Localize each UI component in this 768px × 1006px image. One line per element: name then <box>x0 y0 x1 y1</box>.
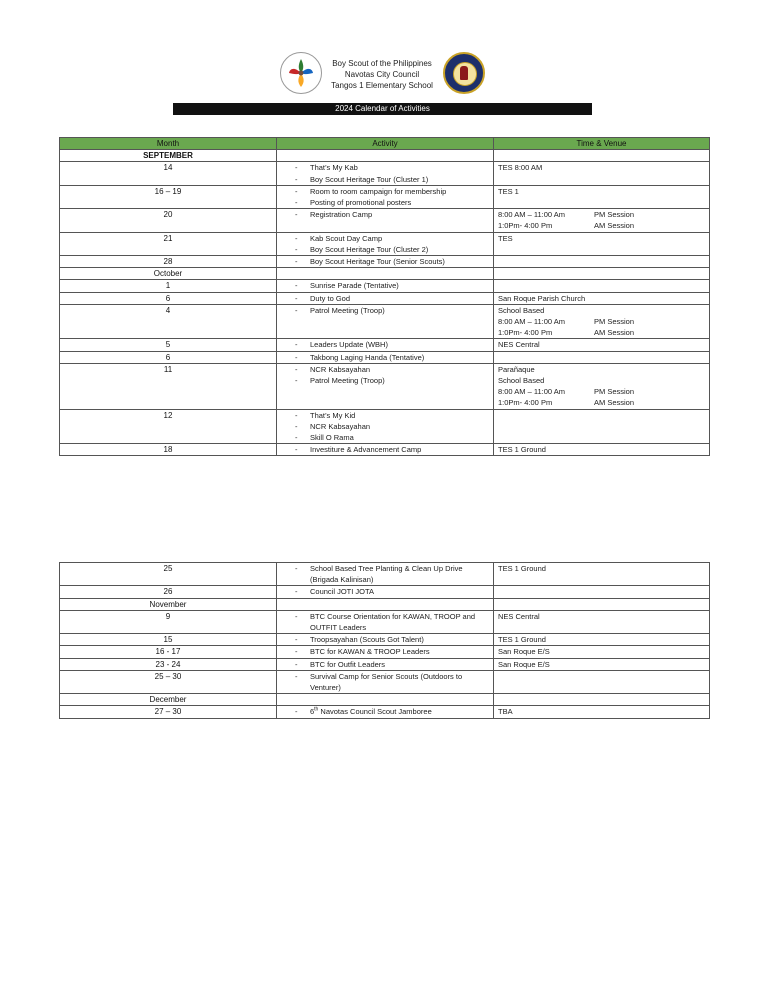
date-cell: 26 <box>60 586 277 598</box>
date-cell: 4 <box>60 304 277 339</box>
table-row <box>60 185 710 208</box>
time-venue-cell <box>494 658 710 670</box>
time-venue-cell <box>494 339 710 351</box>
activity-item: - Patrol Meeting (Troop) <box>277 305 493 316</box>
date-cell: 16 - 17 <box>60 646 277 658</box>
activity-cell <box>277 256 494 268</box>
time-venue-text: NES Central <box>498 611 540 621</box>
month-label: October <box>60 268 277 280</box>
time-venue-cell <box>494 292 710 304</box>
activity-cell <box>277 610 494 633</box>
date-cell: 15 <box>60 634 277 646</box>
column-header-activity: Activity <box>277 138 494 150</box>
activity-cell <box>277 409 494 444</box>
time-venue-text: Parañaque <box>498 364 535 374</box>
activity-item: - Takbong Laging Handa (Tentative) <box>277 352 493 363</box>
activity-item: - Posting of promotional posters <box>277 197 493 208</box>
activity-item: - Boy Scout Heritage Tour (Senior Scouts) <box>277 256 493 267</box>
activity-cell <box>277 232 494 255</box>
table-row <box>60 351 710 363</box>
time-venue-cell <box>494 363 710 409</box>
time-venue-text: School Based <box>498 376 545 386</box>
activity-cell <box>277 304 494 339</box>
time-venue-cell <box>494 351 710 363</box>
time-venue-cell <box>494 304 710 339</box>
activity-item: - Kab Scout Day Camp <box>277 233 493 244</box>
time-venue-text: San Roque Parish Church <box>498 293 586 303</box>
date-cell: 1 <box>60 280 277 292</box>
header-line-2: Navotas City Council <box>344 70 420 79</box>
activities-table-page-1 <box>59 137 710 456</box>
activity-item: - That’s My Kab <box>277 162 493 173</box>
month-section-row <box>60 694 710 706</box>
table-row <box>60 162 710 185</box>
time-text: 8:00 AM – 11:00 Am <box>498 317 565 327</box>
time-venue-text: San Roque E/S <box>498 659 550 669</box>
date-cell: 16 – 19 <box>60 185 277 208</box>
table-row <box>60 670 710 693</box>
table-row <box>60 363 710 409</box>
table-row <box>60 646 710 658</box>
activity-item: - Investiture & Advancement Camp <box>277 444 493 455</box>
date-cell: 6 <box>60 292 277 304</box>
activity-item-continued: Venturer) <box>310 683 341 693</box>
session-text: AM Session <box>594 398 635 408</box>
session-text: PM Session <box>594 210 635 220</box>
time-venue-text: San Roque E/S <box>498 647 550 657</box>
time-text: 8:00 AM – 11:00 Am <box>498 210 565 220</box>
date-cell: 9 <box>60 610 277 633</box>
activity-cell <box>277 658 494 670</box>
time-venue-cell <box>494 646 710 658</box>
activity-cell <box>277 646 494 658</box>
date-cell: 23 - 24 <box>60 658 277 670</box>
date-cell: 20 <box>60 209 277 232</box>
time-venue-cell <box>494 706 710 718</box>
month-section-row <box>60 268 710 280</box>
time-venue-cell <box>494 185 710 208</box>
ordinal-number: 6 <box>310 707 315 717</box>
time-venue-cell <box>494 162 710 185</box>
time-venue-cell <box>494 634 710 646</box>
table-row <box>60 658 710 670</box>
session-text: PM Session <box>594 387 635 397</box>
activity-cell <box>277 185 494 208</box>
time-text: 8:00 AM – 11:00 Am <box>498 387 565 397</box>
activity-item: - Leaders Update (WBH) <box>277 339 493 350</box>
session-text: AM Session <box>594 221 635 231</box>
activity-item: - Skill O Rama <box>277 432 493 443</box>
time-venue-cell <box>494 256 710 268</box>
month-label: SEPTEMBER <box>60 150 277 162</box>
table-row <box>60 706 710 718</box>
session-text: PM Session <box>594 317 635 327</box>
document-title: 2024 Calendar of Activities <box>173 103 592 115</box>
activity-item: - Registration Camp <box>277 209 493 220</box>
activity-text: Navotas Council Scout Jamboree <box>318 707 432 717</box>
activity-item: - Survival Camp for Senior Scouts (Outdoors to <box>277 671 493 682</box>
activity-item: - Duty to God <box>277 293 493 304</box>
time-venue-cell <box>494 670 710 693</box>
activity-cell <box>277 706 494 718</box>
date-cell: 25 – 30 <box>60 670 277 693</box>
time-venue-text: School Based <box>498 305 545 315</box>
header-line-3: Tangos 1 Elementary School <box>331 81 433 90</box>
date-cell: 28 <box>60 256 277 268</box>
month-label: December <box>60 694 277 706</box>
month-label: November <box>60 598 277 610</box>
table-row <box>60 339 710 351</box>
time-venue-cell <box>494 563 710 586</box>
activity-item-continued: (Brigada Kalinisan) <box>310 575 374 585</box>
time-venue-text: TES <box>498 233 513 243</box>
time-venue-text: TES 1 Ground <box>498 445 546 455</box>
date-cell: 12 <box>60 409 277 444</box>
column-header-month: Month <box>60 138 277 150</box>
month-section-row <box>60 150 710 162</box>
time-venue-cell <box>494 280 710 292</box>
table-row <box>60 280 710 292</box>
bsp-logo-icon <box>280 52 322 94</box>
activity-item: - Patrol Meeting (Troop) <box>277 375 493 386</box>
school-seal-icon <box>443 52 485 94</box>
activity-item: - Troopsayahan (Scouts Got Talent) <box>277 634 493 645</box>
time-venue-cell <box>494 409 710 444</box>
time-venue-text: TBA <box>498 707 513 717</box>
ordinal-suffix: th <box>314 706 319 713</box>
time-text: 1:0Pm- 4:00 Pm <box>498 221 553 231</box>
time-venue-cell <box>494 232 710 255</box>
activity-item: - Boy Scout Heritage Tour (Cluster 2) <box>277 244 493 255</box>
activity-item: - That’s My Kid <box>277 410 493 421</box>
table-row <box>60 409 710 444</box>
activity-cell <box>277 670 494 693</box>
table-row <box>60 232 710 255</box>
table-row <box>60 586 710 598</box>
table-row <box>60 610 710 633</box>
activity-cell <box>277 634 494 646</box>
activity-item: - School Based Tree Planting & Clean Up Drive <box>277 563 493 574</box>
activity-item: - Sunrise Parade (Tentative) <box>277 280 493 291</box>
activity-item <box>277 706 493 717</box>
date-cell: 11 <box>60 363 277 409</box>
activity-item: - BTC Course Orientation for KAWAN, TROOP and <box>277 611 493 622</box>
time-venue-cell <box>494 610 710 633</box>
activity-item: - BTC for Outfit Leaders <box>277 659 493 670</box>
table-row <box>60 444 710 456</box>
time-venue-cell <box>494 586 710 598</box>
date-cell: 27 – 30 <box>60 706 277 718</box>
activities-table-page-2 <box>59 562 710 719</box>
activity-cell <box>277 280 494 292</box>
date-cell: 5 <box>60 339 277 351</box>
activity-item: - Boy Scout Heritage Tour (Cluster 1) <box>277 174 493 185</box>
activity-item: - BTC for KAWAN & TROOP Leaders <box>277 646 493 657</box>
session-text: AM Session <box>594 328 635 338</box>
month-section-row <box>60 598 710 610</box>
activity-item: - Room to room campaign for membership <box>277 186 493 197</box>
activity-item: - NCR Kabsayahan <box>277 421 493 432</box>
activity-cell <box>277 209 494 232</box>
table-row <box>60 563 710 586</box>
table-header-row <box>60 138 710 150</box>
time-venue-text: TES 1 <box>498 186 519 196</box>
table-row <box>60 256 710 268</box>
date-cell: 18 <box>60 444 277 456</box>
table-row <box>60 304 710 339</box>
activity-item-continued: OUTFIT Leaders <box>310 623 367 633</box>
time-venue-cell <box>494 444 710 456</box>
time-text: 1:0Pm- 4:00 Pm <box>498 398 553 408</box>
activity-cell <box>277 563 494 586</box>
table-row <box>60 209 710 232</box>
activity-item: - Council JOTI JOTA <box>277 586 493 597</box>
activity-cell <box>277 339 494 351</box>
time-venue-text: TES 1 Ground <box>498 564 546 573</box>
table-row <box>60 634 710 646</box>
date-cell: 14 <box>60 162 277 185</box>
time-venue-cell <box>494 209 710 232</box>
activity-cell <box>277 162 494 185</box>
time-venue-text: TES 8:00 AM <box>498 163 543 173</box>
activity-cell <box>277 586 494 598</box>
table-row <box>60 292 710 304</box>
activity-cell <box>277 351 494 363</box>
column-header-time-venue: Time & Venue <box>494 138 710 150</box>
activity-cell <box>277 363 494 409</box>
time-text: 1:0Pm- 4:00 Pm <box>498 328 553 338</box>
header-text <box>326 58 438 91</box>
activity-item: - NCR Kabsayahan <box>277 364 493 375</box>
date-cell: 21 <box>60 232 277 255</box>
document-header <box>280 52 490 96</box>
time-venue-text: TES 1 Ground <box>498 635 546 645</box>
activity-cell <box>277 444 494 456</box>
time-venue-text: NES Central <box>498 340 540 350</box>
date-cell: 25 <box>60 563 277 586</box>
activity-cell <box>277 292 494 304</box>
date-cell: 6 <box>60 351 277 363</box>
header-line-1: Boy Scout of the Philippines <box>332 59 432 68</box>
